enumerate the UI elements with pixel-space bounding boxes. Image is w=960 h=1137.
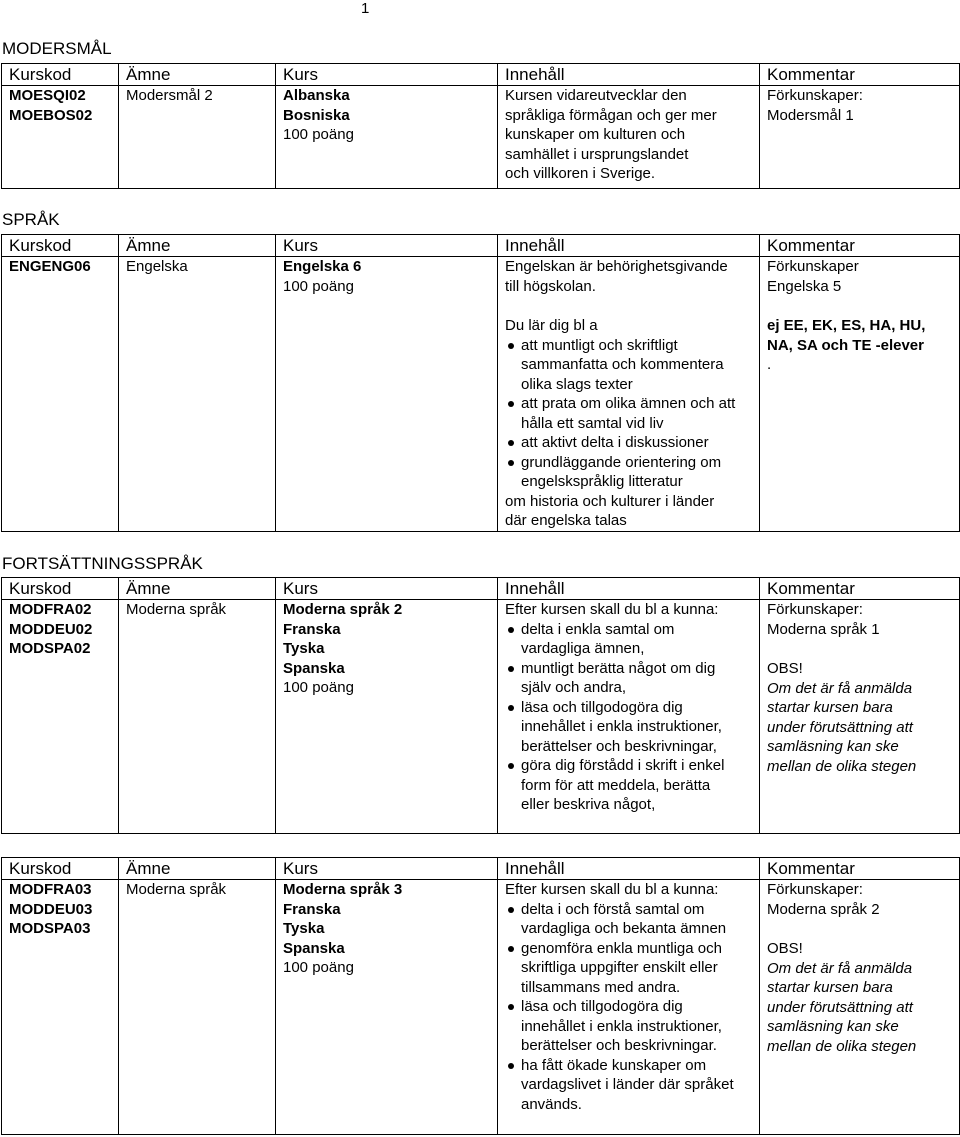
table-header-row: [2, 64, 960, 86]
table-row: [2, 86, 960, 189]
list-item: delta i enkla samtal om vardagliga ämnen,: [505, 620, 759, 659]
table-header-row: [2, 235, 960, 257]
header-kurskod: Kurskod: [2, 858, 119, 880]
list-item: ha fått ökade kunskaper om vardagslivet i länder där språket används.: [505, 1056, 759, 1115]
header-kurs: Kurs: [276, 578, 498, 600]
innehall-cell: Engelskan är behörighetsgivande till högskolan. Du lär dig bl a att muntligt och skriftligt sammanfatta och kommentera olika slags texter att prata om olika ämnen och att hålla ett samtal vid liv att aktivt delta i diskussioner grundläggande orientering om engelskspråklig litteratur om historia och kulturer i länder där engelska talas: [498, 257, 760, 532]
page-number: 1: [361, 0, 370, 17]
obs-label: OBS!: [767, 660, 803, 677]
list-item: att muntligt och skriftligt sammanfatta och kommentera olika slags texter: [505, 336, 759, 395]
kurskod-cell: MOESQI02 MOEBOS02: [2, 86, 119, 189]
list-item: genomföra enkla muntliga och skriftliga uppgifter enskilt eller tillsammans med andra.: [505, 939, 759, 998]
header-kommentar: Kommentar: [760, 858, 960, 880]
list-item: grundläggande orientering om engelskspråklig litteratur: [505, 453, 759, 492]
kurskod-cell: MODFRA02 MODDEU02 MODSPA02: [2, 600, 119, 834]
table-row: [2, 257, 960, 532]
header-innehall: Innehåll: [498, 235, 760, 257]
amne-cell: Modersmål 2: [119, 86, 276, 189]
header-innehall: Innehåll: [498, 578, 760, 600]
innehall-cell: Efter kursen skall du bl a kunna: delta i och förstå samtal om vardagliga och bekanta ämnen genomföra enkla muntliga och skriftliga uppgifter enskilt eller tillsammans med andra. läsa och tillgodogöra dig innehållet i enkla instruktioner, berättelser och beskrivningar. ha fått ökade kunskaper om vardagslivet i länder där språket används.: [498, 880, 760, 1135]
content-bullet-list: [505, 900, 759, 1115]
modersmal-table: [1, 63, 960, 189]
section-title-modersmal: MODERSMÅL: [2, 39, 112, 58]
header-amne: Ämne: [119, 858, 276, 880]
list-item: läsa och tillgodogöra dig innehållet i enkla instruktioner, berättelser och beskrivningar.: [505, 997, 759, 1056]
header-kommentar: Kommentar: [760, 64, 960, 86]
obs-label: OBS!: [767, 940, 803, 957]
list-item: delta i och förstå samtal om vardagliga och bekanta ämnen: [505, 900, 759, 939]
innehall-cell: Efter kursen skall du bl a kunna: delta i enkla samtal om vardagliga ämnen, muntligt berätta något om dig själv och andra, läsa och tillgodogöra dig innehållet i enkla instruktioner, berättelser och beskrivningar, göra dig förstådd i skrift i enkel form för att meddela, berätta eller beskriva något,: [498, 600, 760, 834]
header-kurs: Kurs: [276, 858, 498, 880]
table-row: [2, 600, 960, 834]
list-item: att aktivt delta i diskussioner: [505, 433, 759, 453]
header-amne: Ämne: [119, 235, 276, 257]
sprak-table: [1, 234, 960, 532]
kurskod-cell: ENGENG06: [2, 257, 119, 532]
header-kurs: Kurs: [276, 64, 498, 86]
header-kommentar: Kommentar: [760, 235, 960, 257]
header-kurs: Kurs: [276, 235, 498, 257]
kommentar-cell: Förkunskaper: Modersmål 1: [760, 86, 960, 189]
list-item: muntligt berätta något om dig själv och andra,: [505, 659, 759, 698]
kurs-cell: Moderna språk 2 Franska Tyska Spanska 100 poäng: [276, 600, 498, 834]
list-item: göra dig förstådd i skrift i enkel form för att meddela, berätta eller beskriva något,: [505, 756, 759, 815]
kurs-cell: Moderna språk 3 Franska Tyska Spanska 100 poäng: [276, 880, 498, 1135]
kommentar-cell: Förkunskaper Engelska 5 ej EE, EK, ES, HA, HU, NA, SA och TE -elever .: [760, 257, 960, 532]
section-title-sprak: SPRÅK: [2, 210, 60, 229]
kurs-cell: Engelska 6 100 poäng: [276, 257, 498, 532]
header-kommentar: Kommentar: [760, 578, 960, 600]
fortsattning-table-2: [1, 577, 960, 834]
list-item: att prata om olika ämnen och att hålla ett samtal vid liv: [505, 394, 759, 433]
header-kurskod: Kurskod: [2, 235, 119, 257]
innehall-cell: Kursen vidareutvecklar den språkliga förmågan och ger mer kunskaper om kulturen och samhället i ursprungslandet och villkoren i Sverige.: [498, 86, 760, 189]
header-amne: Ämne: [119, 64, 276, 86]
kommentar-cell: Förkunskaper: Moderna språk 2 OBS! Om det är få anmälda startar kursen bara under förutsättning att samläsning kan ske mellan de olika stegen: [760, 880, 960, 1135]
amne-cell: Engelska: [119, 257, 276, 532]
header-kurskod: Kurskod: [2, 64, 119, 86]
list-item: läsa och tillgodogöra dig innehållet i enkla instruktioner, berättelser och beskrivningar,: [505, 698, 759, 757]
header-kurskod: Kurskod: [2, 578, 119, 600]
header-innehall: Innehåll: [498, 64, 760, 86]
content-bullet-list: [505, 620, 759, 815]
header-amne: Ämne: [119, 578, 276, 600]
table-header-row: [2, 578, 960, 600]
section-title-fortsattningssprak: FORTSÄTTNINGSSPRÅK: [2, 554, 203, 573]
kurs-cell: Albanska Bosniska 100 poäng: [276, 86, 498, 189]
amne-cell: Moderna språk: [119, 880, 276, 1135]
amne-cell: Moderna språk: [119, 600, 276, 834]
kommentar-cell: Förkunskaper: Moderna språk 1 OBS! Om det är få anmälda startar kursen bara under förutsättning att samläsning kan ske mellan de olika stegen: [760, 600, 960, 834]
kurskod-cell: MODFRA03 MODDEU03 MODSPA03: [2, 880, 119, 1135]
table-row: [2, 880, 960, 1135]
fortsattning-table-3: [1, 857, 960, 1135]
header-innehall: Innehåll: [498, 858, 760, 880]
table-header-row: [2, 858, 960, 880]
content-bullet-list: [505, 336, 759, 492]
